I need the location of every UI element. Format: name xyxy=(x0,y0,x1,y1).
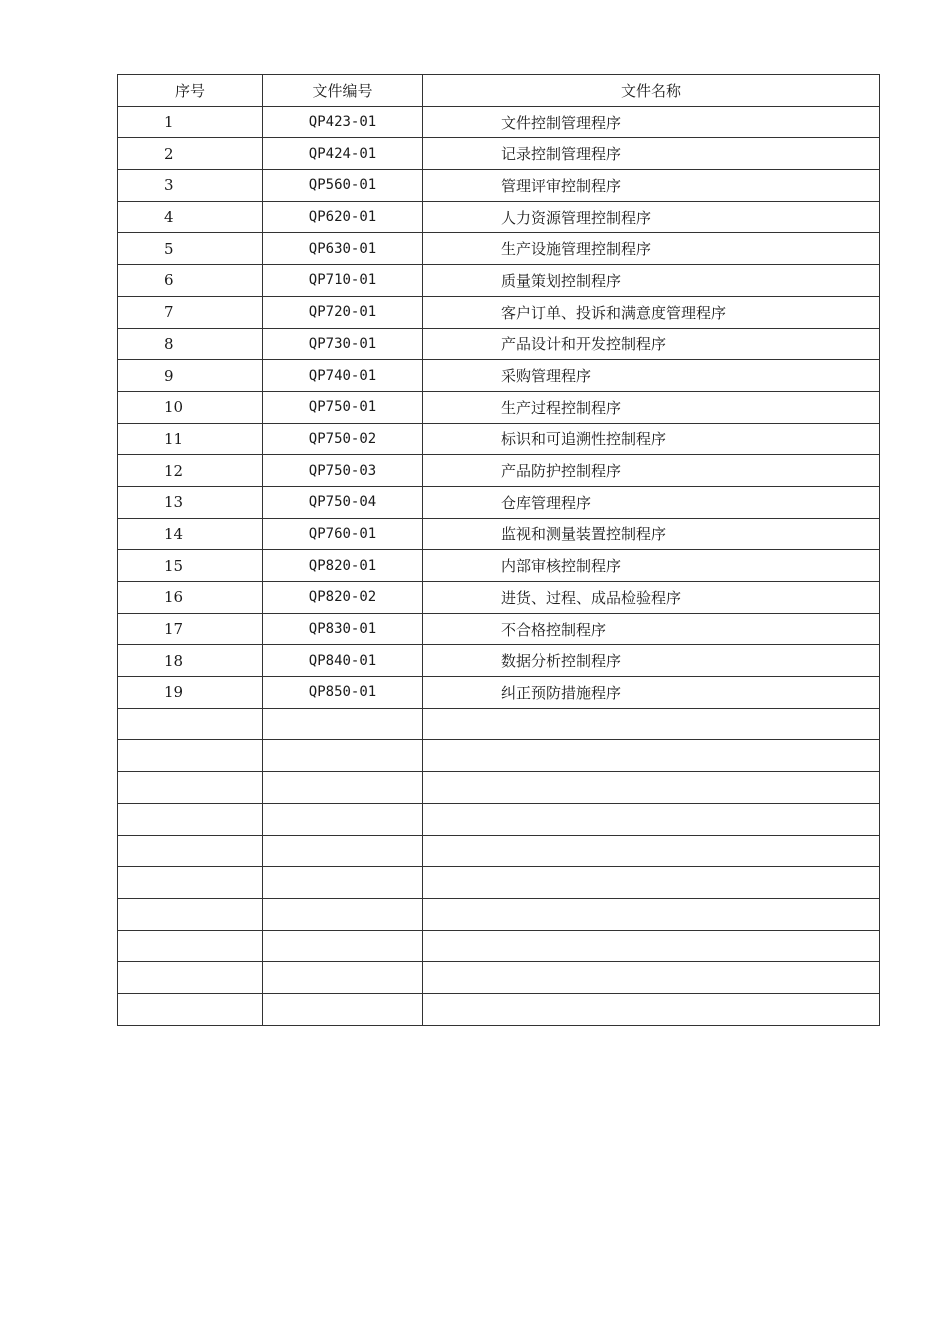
empty-cell xyxy=(263,898,423,930)
row-name-cell: 不合格控制程序 xyxy=(423,613,880,645)
header-name: 文件名称 xyxy=(423,75,880,107)
header-seq: 序号 xyxy=(118,75,263,107)
row-code-cell: QP423-01 xyxy=(263,106,423,138)
row-code-cell: QP730-01 xyxy=(263,328,423,360)
row-seq-cell: 8 xyxy=(118,328,263,360)
header-code: 文件编号 xyxy=(263,75,423,107)
empty-table-row xyxy=(118,803,880,835)
empty-cell xyxy=(118,993,263,1025)
row-name-cell: 质量策划控制程序 xyxy=(423,265,880,297)
table-row xyxy=(118,201,880,233)
empty-cell xyxy=(118,772,263,804)
table-row xyxy=(118,518,880,550)
empty-cell xyxy=(263,740,423,772)
empty-cell xyxy=(118,962,263,994)
table-row xyxy=(118,645,880,677)
empty-cell xyxy=(263,708,423,740)
row-name-cell: 监视和测量装置控制程序 xyxy=(423,518,880,550)
empty-cell xyxy=(263,962,423,994)
row-seq-cell: 12 xyxy=(118,455,263,487)
empty-table-row xyxy=(118,708,880,740)
row-seq-cell: 17 xyxy=(118,613,263,645)
row-seq-cell: 18 xyxy=(118,645,263,677)
row-name-cell: 纠正预防措施程序 xyxy=(423,677,880,709)
row-name-cell: 进货、过程、成品检验程序 xyxy=(423,582,880,614)
row-seq-cell: 13 xyxy=(118,486,263,518)
table-row xyxy=(118,677,880,709)
row-code-cell: QP720-01 xyxy=(263,296,423,328)
row-name-cell: 记录控制管理程序 xyxy=(423,138,880,170)
row-code-cell: QP750-04 xyxy=(263,486,423,518)
document-index-table xyxy=(117,74,880,1026)
row-code-cell: QP750-03 xyxy=(263,455,423,487)
row-code-cell: QP840-01 xyxy=(263,645,423,677)
empty-cell xyxy=(423,898,880,930)
row-name-cell: 采购管理程序 xyxy=(423,360,880,392)
empty-table-row xyxy=(118,898,880,930)
empty-table-row xyxy=(118,930,880,962)
table-row xyxy=(118,233,880,265)
row-seq-cell: 11 xyxy=(118,423,263,455)
row-code-cell: QP750-01 xyxy=(263,391,423,423)
row-name-cell: 客户订单、投诉和满意度管理程序 xyxy=(423,296,880,328)
row-seq-cell: 3 xyxy=(118,170,263,202)
empty-cell xyxy=(423,867,880,899)
empty-cell xyxy=(263,835,423,867)
empty-table-row xyxy=(118,835,880,867)
row-code-cell: QP830-01 xyxy=(263,613,423,645)
row-code-cell: QP560-01 xyxy=(263,170,423,202)
empty-cell xyxy=(423,962,880,994)
empty-cell xyxy=(423,835,880,867)
table-row xyxy=(118,138,880,170)
table-row xyxy=(118,613,880,645)
table-row xyxy=(118,296,880,328)
row-code-cell: QP820-02 xyxy=(263,582,423,614)
empty-cell xyxy=(423,930,880,962)
row-code-cell: QP424-01 xyxy=(263,138,423,170)
table-row xyxy=(118,328,880,360)
row-name-cell: 仓库管理程序 xyxy=(423,486,880,518)
row-name-cell: 产品设计和开发控制程序 xyxy=(423,328,880,360)
empty-table-row xyxy=(118,740,880,772)
header-row xyxy=(118,75,880,107)
table-row xyxy=(118,423,880,455)
row-seq-cell: 5 xyxy=(118,233,263,265)
empty-cell xyxy=(118,930,263,962)
row-name-cell: 文件控制管理程序 xyxy=(423,106,880,138)
row-code-cell: QP850-01 xyxy=(263,677,423,709)
table-row xyxy=(118,486,880,518)
empty-cell xyxy=(263,867,423,899)
table-row xyxy=(118,265,880,297)
table-row xyxy=(118,391,880,423)
empty-cell xyxy=(118,867,263,899)
row-name-cell: 内部审核控制程序 xyxy=(423,550,880,582)
empty-cell xyxy=(423,740,880,772)
row-name-cell: 数据分析控制程序 xyxy=(423,645,880,677)
row-name-cell: 标识和可追溯性控制程序 xyxy=(423,423,880,455)
empty-cell xyxy=(118,708,263,740)
row-code-cell: QP740-01 xyxy=(263,360,423,392)
row-name-cell: 产品防护控制程序 xyxy=(423,455,880,487)
empty-cell xyxy=(263,930,423,962)
empty-table-row xyxy=(118,962,880,994)
row-seq-cell: 15 xyxy=(118,550,263,582)
row-code-cell: QP620-01 xyxy=(263,201,423,233)
empty-cell xyxy=(118,803,263,835)
row-code-cell: QP820-01 xyxy=(263,550,423,582)
table-body xyxy=(118,106,880,1025)
row-seq-cell: 19 xyxy=(118,677,263,709)
row-seq-cell: 1 xyxy=(118,106,263,138)
empty-cell xyxy=(263,803,423,835)
empty-cell xyxy=(118,898,263,930)
table-row xyxy=(118,550,880,582)
empty-table-row xyxy=(118,772,880,804)
empty-cell xyxy=(263,993,423,1025)
empty-cell xyxy=(423,803,880,835)
empty-cell xyxy=(263,772,423,804)
table-row xyxy=(118,582,880,614)
empty-cell xyxy=(118,740,263,772)
row-code-cell: QP630-01 xyxy=(263,233,423,265)
row-seq-cell: 2 xyxy=(118,138,263,170)
table-header xyxy=(118,75,880,107)
row-seq-cell: 14 xyxy=(118,518,263,550)
empty-cell xyxy=(118,835,263,867)
table-row xyxy=(118,455,880,487)
table-row xyxy=(118,106,880,138)
empty-cell xyxy=(423,772,880,804)
row-code-cell: QP760-01 xyxy=(263,518,423,550)
table-row xyxy=(118,360,880,392)
row-seq-cell: 16 xyxy=(118,582,263,614)
row-seq-cell: 6 xyxy=(118,265,263,297)
row-seq-cell: 7 xyxy=(118,296,263,328)
row-code-cell: QP750-02 xyxy=(263,423,423,455)
empty-cell xyxy=(423,708,880,740)
row-seq-cell: 4 xyxy=(118,201,263,233)
row-name-cell: 生产设施管理控制程序 xyxy=(423,233,880,265)
table-row xyxy=(118,170,880,202)
empty-table-row xyxy=(118,867,880,899)
row-seq-cell: 9 xyxy=(118,360,263,392)
empty-table-row xyxy=(118,993,880,1025)
empty-cell xyxy=(423,993,880,1025)
row-seq-cell: 10 xyxy=(118,391,263,423)
row-name-cell: 生产过程控制程序 xyxy=(423,391,880,423)
row-code-cell: QP710-01 xyxy=(263,265,423,297)
row-name-cell: 人力资源管理控制程序 xyxy=(423,201,880,233)
row-name-cell: 管理评审控制程序 xyxy=(423,170,880,202)
